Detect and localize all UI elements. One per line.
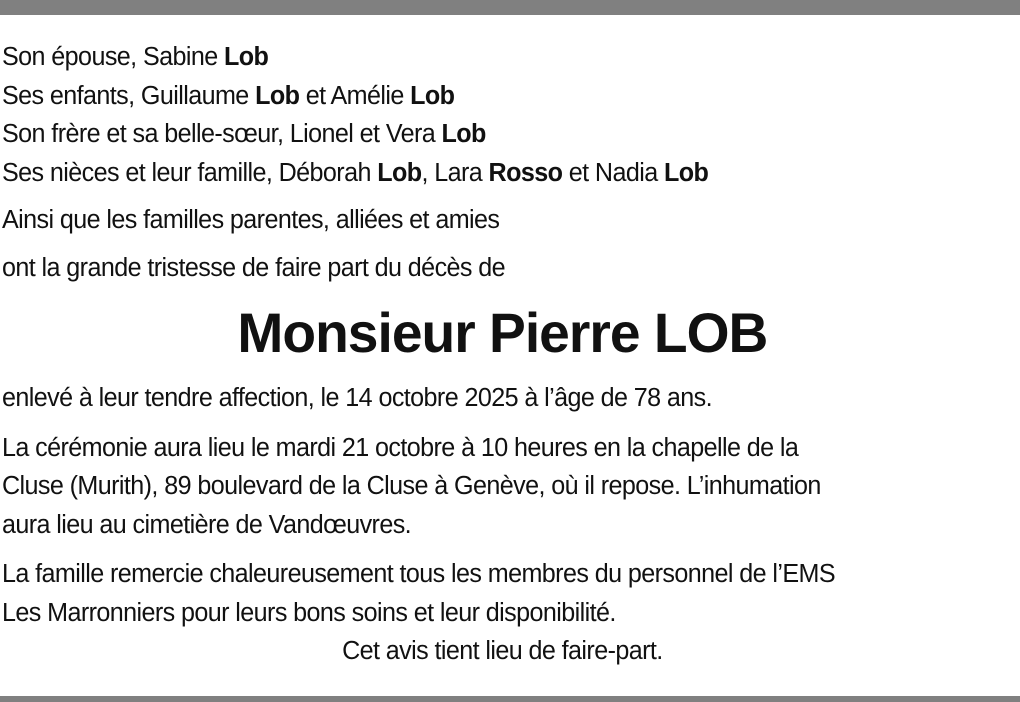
ceremony-line: La cérémonie aura lieu le mardi 21 octobre à 10 heures en la chapelle de la	[2, 433, 799, 462]
text-segment: Ses nièces et leur famille, Déborah	[2, 158, 378, 187]
line-children	[2, 77, 1003, 116]
surname: Lob	[223, 43, 269, 71]
surname: Rosso	[488, 158, 563, 187]
thanks-line: Les Marronniers pour leurs bons soins et leur disponibilité.	[2, 598, 616, 627]
deceased-name: Monsieur Pierre LOB	[237, 301, 768, 364]
ceremony-paragraph	[2, 429, 1003, 545]
text-segment: Son épouse, Sabine	[2, 43, 224, 71]
relatives-line: Ainsi que les familles parentes, alliées et amies	[2, 206, 500, 234]
line-brother	[2, 115, 1003, 154]
top-rule	[0, 0, 1020, 15]
text-segment: Son frère et sa belle-sœur, Lionel et Vera	[2, 120, 442, 148]
family-list	[2, 38, 1003, 192]
thanks-line: La famille remercie chaleureusement tous les membres du personnel de l’EMS	[2, 560, 836, 588]
announcement-line: ont la grande tristesse de faire part du décès de	[2, 253, 506, 282]
line-spouse	[2, 38, 1003, 77]
line-nieces	[2, 154, 1003, 193]
closing-line: Cet avis tient lieu de faire-part.	[342, 637, 663, 665]
surname: Lob	[441, 120, 486, 148]
obituary-notice	[2, 38, 1003, 671]
bottom-rule	[0, 696, 1020, 702]
thanks-paragraph	[2, 555, 1003, 632]
surname: Lob	[410, 81, 455, 110]
text-segment: , Lara	[421, 158, 489, 187]
text-segment: Ses enfants, Guillaume	[2, 81, 256, 110]
text-segment: et Nadia	[562, 158, 664, 187]
ceremony-line: Cluse (Murith), 89 boulevard de la Cluse à Genève, où il repose. L’inhumation	[2, 472, 821, 500]
surname: Lob	[663, 158, 709, 187]
text-segment: et Amélie	[299, 81, 411, 110]
ceremony-line: aura lieu au cimetière de Vandœuvres.	[2, 510, 412, 539]
surname: Lob	[377, 158, 422, 187]
surname: Lob	[255, 81, 300, 110]
passing-line: enlevé à leur tendre affection, le 14 octobre 2025 à l’âge de 78 ans.	[2, 384, 713, 412]
